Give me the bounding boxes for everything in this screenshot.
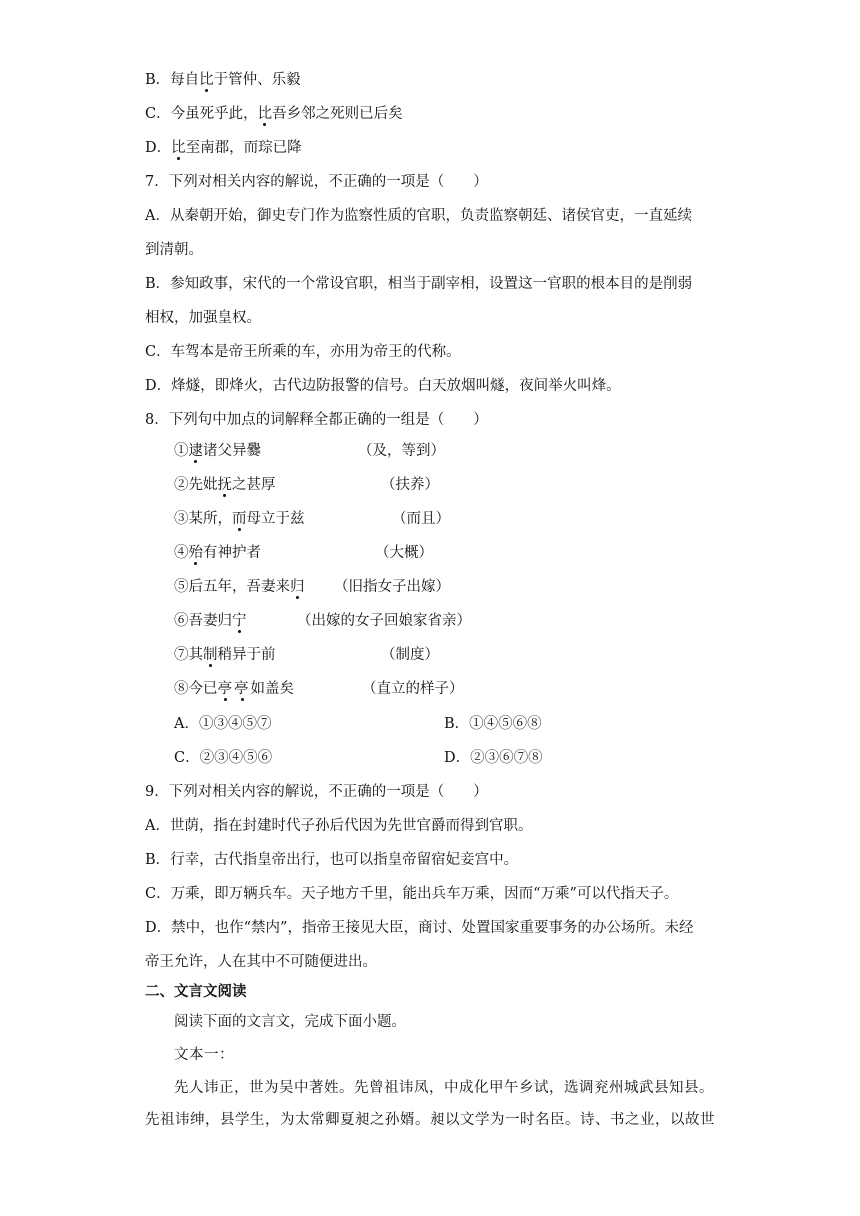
q8-gloss-4: （大概） <box>375 545 433 561</box>
q8-gloss-6: （出嫁的女子回娘家省亲） <box>297 613 471 629</box>
emphasis-char <box>218 681 251 697</box>
emphasis-char: 逮 <box>188 443 203 459</box>
q6-option-b: B．每自比于管仲、乐毅 <box>145 72 301 88</box>
q8-option-c: C．②③④⑤⑥ <box>174 750 273 766</box>
q9-option-c: C．万乘，即万辆兵车。天子地方千里，能出兵车万乘，因而“万乘”可以代指天子。 <box>145 886 679 902</box>
q6-option-c: C．今虽死乎此，比吾乡邻之死则已后矣 <box>145 106 403 122</box>
q7-option-d: D．烽燧，即烽火，古代边防报警的信号。白天放烟叫燧，夜间举火叫烽。 <box>145 378 621 394</box>
q8-gloss-2: （扶养） <box>381 477 439 493</box>
q8-item-1: ①逮诸父异爨 <box>174 443 261 459</box>
q8-item-2: ②先妣抚之甚厚 <box>174 477 276 493</box>
q8-gloss-1: （及，等到） <box>358 443 445 459</box>
q8-gloss-8: （直立的样子） <box>362 681 464 697</box>
q8-item-5: ⑤后五年，吾妻来归 <box>174 579 305 595</box>
q8-item-7: ⑦其制稍异于前 <box>174 647 276 663</box>
emphasis-char: 归 <box>290 579 305 595</box>
passage-line-1: 先人讳正，世为吴中著姓。先曾祖讳凤，中成化甲午乡试，选调兖州城武县知县。 <box>174 1080 714 1096</box>
q8-item-6: ⑥吾妻归宁 <box>174 613 247 629</box>
q7-option-c: C．车驾本是帝王所乘的车，亦用为帝王的代称。 <box>145 344 461 360</box>
q9-option-a: A．世荫，指在封建时代子孙后代因为先世官爵而得到官职。 <box>145 818 533 834</box>
q7-option-a-cont: 到清朝。 <box>145 242 203 258</box>
q8-item-3: ③某所，而母立于兹 <box>174 511 305 527</box>
q7-stem: 7．下列对相关内容的解说，不正确的一项是（ ） <box>145 174 488 190</box>
passage-line-2: 先祖讳绅，县学生，为太常卿夏昶之孙婿。昶以文学为一时名臣。诗、书之业，以故世 <box>145 1112 715 1128</box>
q8-item-4: ④殆有神护者 <box>174 545 261 561</box>
q8-gloss-5: （旧指女子出嫁） <box>334 579 450 595</box>
emphasis-char: 比 <box>257 106 273 122</box>
q8-stem: 8．下列句中加点的词解释全都正确的一组是（ ） <box>145 412 488 428</box>
q7-option-b: B．参知政事，宋代的一个常设官职，相当于副宰相，设置这一官职的根本目的是削弱 <box>145 276 693 292</box>
emphasis-char: 亭 <box>217 681 234 697</box>
q8-gloss-3: （而且） <box>392 511 450 527</box>
emphasis-char: 抚 <box>217 477 232 493</box>
q8-option-d: D．②③⑥⑦⑧ <box>444 750 543 766</box>
text-label: 文本一： <box>174 1047 234 1063</box>
emphasis-char: 制 <box>203 647 218 663</box>
section-heading: 二、文言文阅读 <box>145 983 247 1000</box>
emphasis-char: 比 <box>199 72 214 88</box>
q7-option-b-cont: 相权，加强皇权。 <box>145 310 261 326</box>
emphasis-char: 宁 <box>232 613 247 629</box>
q7-option-a: A．从秦朝开始，御史专门作为监察性质的官职，负责监察朝廷、诸侯官吏，一直延续 <box>145 208 692 224</box>
q8-option-a: A．①③④⑤⑦ <box>174 716 272 732</box>
emphasis-char: 殆 <box>188 545 203 561</box>
q8-item-8: ⑧今已亭亭如盖矣 <box>174 681 294 697</box>
q8-option-b: B．①④⑤⑥⑧ <box>444 716 542 732</box>
emphasis-char: 比 <box>171 140 186 156</box>
q9-option-d: D．禁中，也作“禁内”，指帝王接见大臣，商讨、处置国家重要事务的办公场所。未经 <box>145 920 694 936</box>
q9-option-d-cont: 帝王允许，人在其中不可随便进出。 <box>145 954 377 970</box>
section-instruction: 阅读下面的文言文，完成下面小题。 <box>174 1014 406 1030</box>
emphasis-char: 亭 <box>234 681 251 697</box>
q6-option-d: D．比至南郡，而琮已降 <box>145 140 302 156</box>
emphasis-char: 而 <box>232 511 247 527</box>
q8-gloss-7: （制度） <box>381 647 439 663</box>
q9-option-b: B．行幸，古代指皇帝出行，也可以指皇帝留宿妃妾宫中。 <box>145 852 519 868</box>
q9-stem: 9．下列对相关内容的解说，不正确的一项是（ ） <box>145 784 488 800</box>
